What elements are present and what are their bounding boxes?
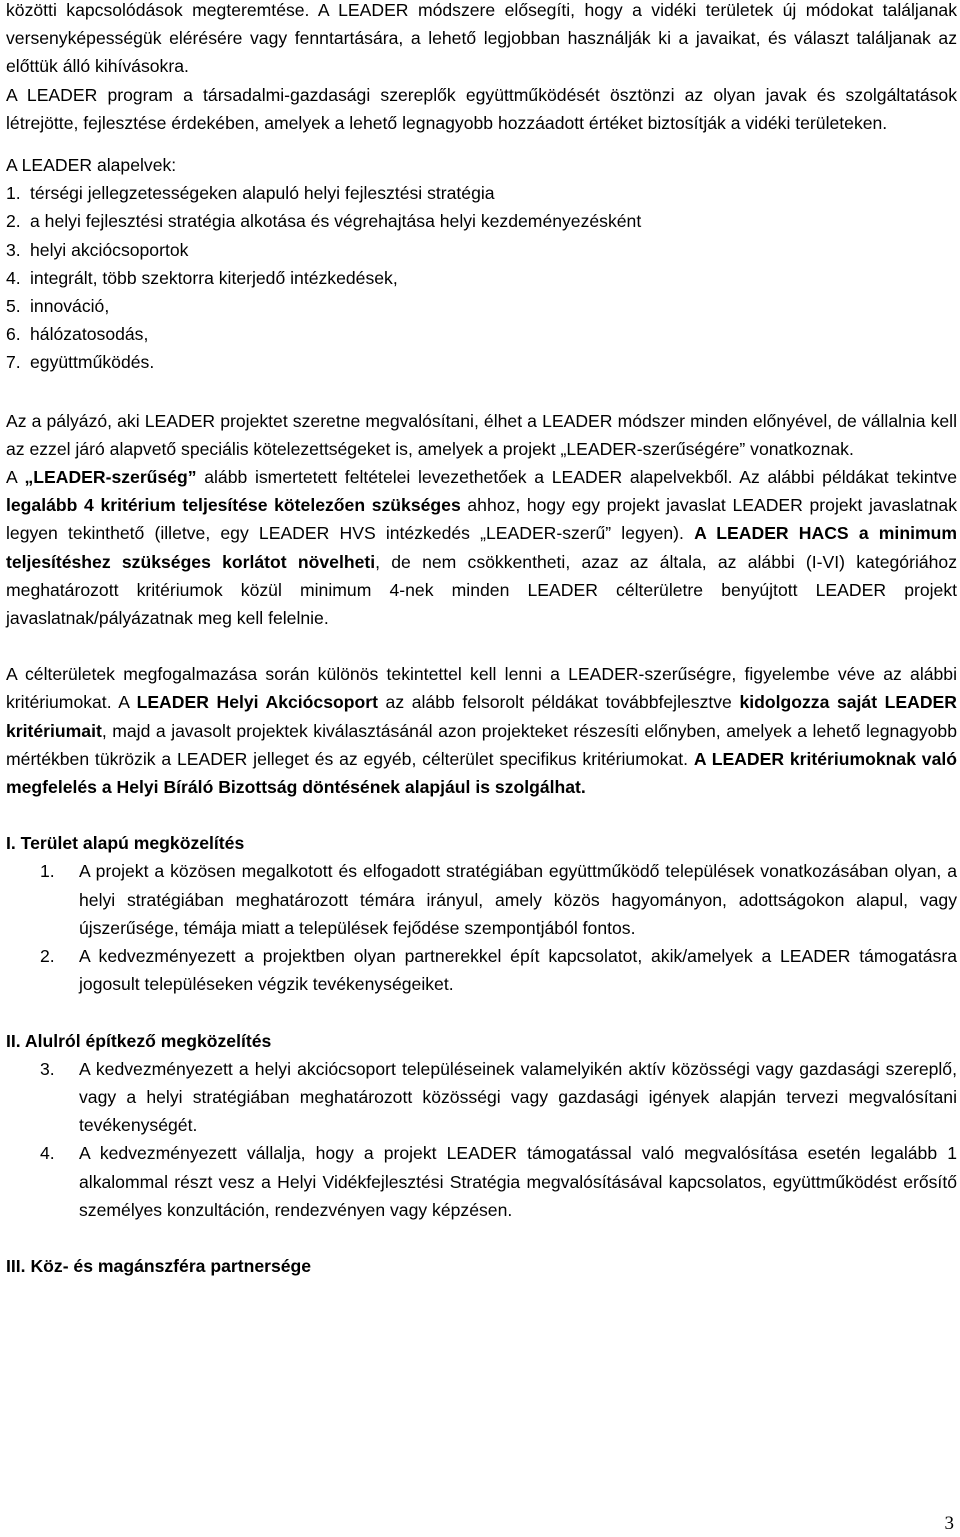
criteria-list-1 bbox=[6, 857, 957, 998]
intro-paragraph-2: A LEADER program a társadalmi-gazdasági szereplők együttműködését ösztönzi az olyan javak és szolgáltatások létrejötte, fejlesztése érdekében, amelyek a lehető legnagyobb hozzáadott értéket biztosítják a vidéki területeken. bbox=[6, 84, 957, 133]
criterion-item: 2. A kedvezményezett a projektben olyan partnerekkel épít kapcsolatot, akik/amelyek a LEADER támogatásra jogosult településeken végzik tevékenységeiket. bbox=[40, 946, 957, 995]
section-heading-2: II. Alulról építkező megközelítés bbox=[6, 1030, 272, 1051]
section-heading-3: III. Köz- és magánszféra partnersége bbox=[6, 1255, 312, 1276]
page-number: 3 bbox=[944, 1513, 954, 1534]
criterion-item: 1. A projekt a közösen megalkotott és elfogadott stratégiában együttműködő települések vonatkozásában olyan, a helyi stratégiában meghatározott témára irányul, amely közös hagyományon, adottságokon alapul, vagy újszerűsége, témája miatt a települések fejődése szempontjából fontos. bbox=[40, 861, 957, 938]
applicant-paragraph-1: Az a pályázó, aki LEADER projektet szeretne megvalósítani, élhet a LEADER módszer minden előnyével, de vállalnia kell az ezzel járó alapvető speciális kötelezettségeket is, amelyek a projekt „LEADER-szerűségére” vonatkoznak. bbox=[6, 410, 957, 459]
principle-item: 7. együttműködés. bbox=[6, 352, 155, 373]
intro-paragraph-1: közötti kapcsolódások megteremtése. A LEADER módszere elősegíti, hogy a vidéki területek új módokat találjanak versenyképességük elérésére vagy fenntartására, a lehető legjobban használják ki a javaikat, és választ találjanak az előttük álló kihívásokra. bbox=[6, 0, 957, 77]
criteria-list-2 bbox=[6, 1055, 957, 1224]
principle-item: 2. a helyi fejlesztési stratégia alkotása és végrehajtása helyi kezdeményezésként bbox=[6, 211, 642, 232]
principle-item: 5. innováció, bbox=[6, 296, 110, 317]
principle-item: 1. térségi jellegzetességeken alapuló helyi fejlesztési stratégia bbox=[6, 183, 495, 204]
targets-paragraph: A célterületek megfogalmazása során különös tekintettel kell lenni a LEADER-szerűségre, figyelembe véve az alábbi kritériumokat. A LEADER Helyi Akciócsoport az alább felsorolt példákat továbbfejlesztve kidolgozza saját LEADER kritériumait, majd a javasolt projektek kiválasztásánál azon projekteket részesíti előnyben, amelyek a lehető legnagyobb mértékben tükrözik a LEADER jelleget és az egyéb, célterület specifikus kritériumokat. A LEADER kritériumoknak való megfelelés a Helyi Bíráló Bizottság döntésének alapjául is szolgálhat. bbox=[6, 664, 957, 798]
criterion-item: 4. A kedvezményezett vállalja, hogy a projekt LEADER támogatással való megvalósítása esetén legalább 1 alkalommal részt vesz a Helyi Vidékfejlesztési Stratégia megvalósításával kapcsolatos, együttműködést erősítő személyes konzultáción, rendezvényen vagy képzésen. bbox=[40, 1143, 957, 1220]
principles-title: A LEADER alapelvek: bbox=[6, 155, 177, 176]
document-page bbox=[6, 0, 957, 1280]
principle-item: 3. helyi akciócsoportok bbox=[6, 239, 189, 260]
section-heading-1: I. Terület alapú megközelítés bbox=[6, 833, 245, 854]
principle-item: 6. hálózatosodás, bbox=[6, 324, 149, 345]
criterion-item: 3. A kedvezményezett a helyi akciócsoport településeinek valamelyikén aktív közösségi vagy gazdasági szereplő, vagy a helyi stratégiában meghatározott közösségi vagy gazdasági igények alapján tervezi megvalósítani tevékenységét. bbox=[40, 1058, 957, 1136]
applicant-paragraph-2: A „LEADER-szerűség” alább ismertetett feltételei levezethetőek a LEADER alapelvekből. Az alábbi példákat tekintve legalább 4 kritérium teljesítése kötelezően szükséges ahhoz, hogy egy projekt javaslat LEADER projekt javaslatnak legyen tekinthető (illetve, egy LEADER HVS intézkedés „LEADER-szerű” legyen). A LEADER HACS a minimum teljesítéshez szükséges korlátot növelheti, de nem csökkentheti, azaz az általa, az alábbi (I-VI) kategóriához meghatározott kritériumok közül minimum 4-nek minden LEADER célterületre benyújtott LEADER projekt javaslatnak/pályázatnak meg kell felelnie. bbox=[6, 467, 958, 629]
principles-list bbox=[6, 179, 957, 376]
principle-item: 4. integrált, több szektorra kiterjedő intézkedések, bbox=[6, 267, 398, 288]
